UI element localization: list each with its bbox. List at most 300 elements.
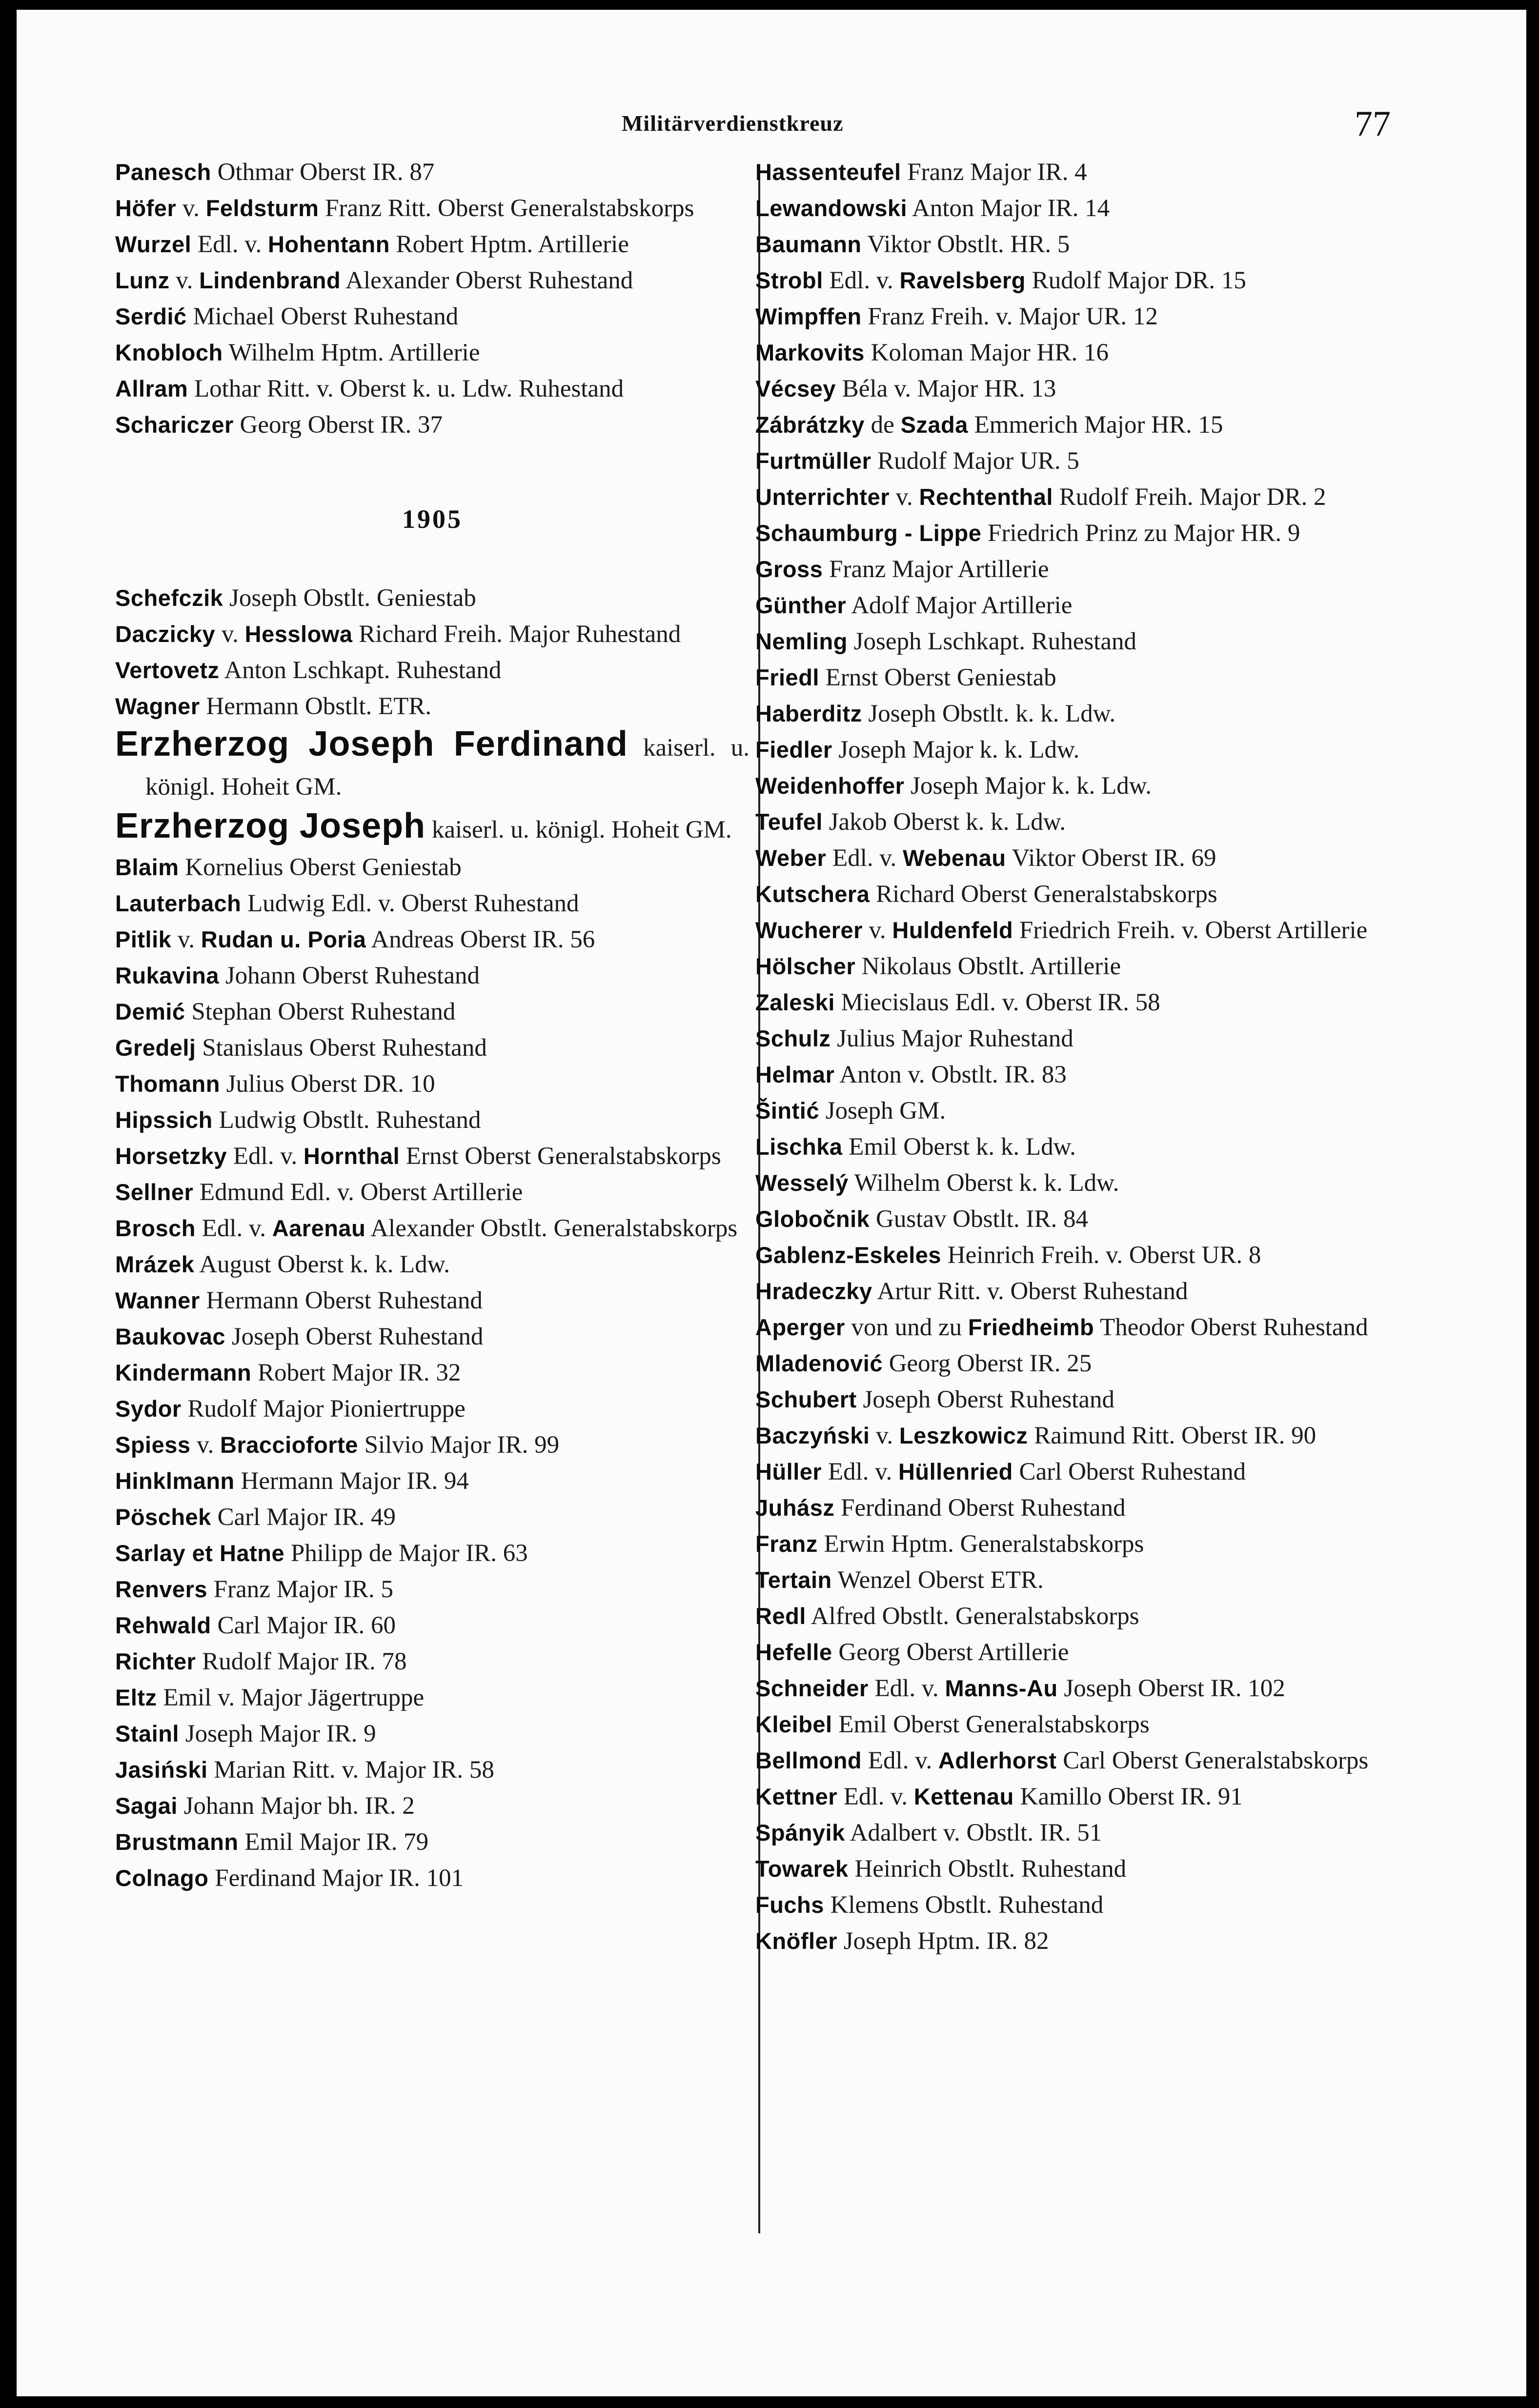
list-item xyxy=(115,994,749,1030)
entry-text: Edl. v. xyxy=(233,1143,304,1170)
entry-text: Miecislaus Edl. v. Oberst IR. 58 xyxy=(841,989,1160,1016)
list-item xyxy=(115,1319,749,1355)
entry-text: Edl. v. xyxy=(202,1215,272,1242)
list-item xyxy=(755,479,1395,515)
list-item xyxy=(755,407,1395,443)
list-item xyxy=(755,840,1395,876)
entry-surname: Redl xyxy=(755,1603,806,1629)
list-item xyxy=(755,948,1395,984)
list-item xyxy=(115,1427,749,1463)
entry-surname: Wucherer xyxy=(755,917,863,943)
entry-predicate: Braccioforte xyxy=(220,1432,358,1458)
entry-text: Wilhelm Oberst k. k. Ldw. xyxy=(854,1169,1119,1197)
list-item xyxy=(115,1066,749,1102)
list-item xyxy=(115,922,749,958)
entry-predicate: Rechtenthal xyxy=(919,484,1053,510)
list-item xyxy=(115,1030,749,1066)
list-item xyxy=(755,660,1395,696)
list-item xyxy=(115,1463,749,1499)
list-item xyxy=(755,1851,1395,1887)
entry-text: Anton v. Obstlt. IR. 83 xyxy=(839,1061,1067,1088)
list-item xyxy=(115,688,749,724)
entry-text: Franz Freih. v. Major UR. 12 xyxy=(868,303,1158,330)
entry-text: Lothar Ritt. v. Oberst k. u. Ldw. Ruhestand xyxy=(194,375,624,402)
entry-surname: Wurzel xyxy=(115,231,192,257)
entry-text: Rudolf Major DR. 15 xyxy=(1032,267,1246,294)
entry-text: Othmar Oberst IR. 87 xyxy=(217,159,435,186)
entry-text: Rudolf Freih. Major DR. 2 xyxy=(1059,483,1326,511)
entry-text: Joseph Hptm. IR. 82 xyxy=(843,1927,1049,1955)
entry-text: Emmerich Major HR. 15 xyxy=(974,411,1223,439)
entry-surname: Wanner xyxy=(115,1287,200,1313)
entry-text: Hermann Oberst Ruhestand xyxy=(206,1287,483,1314)
list-item xyxy=(755,335,1395,371)
entry-predicate: Lindenbrand xyxy=(199,267,341,293)
entry-text: Ernst Oberst Geniestab xyxy=(825,664,1056,691)
list-item xyxy=(755,623,1395,660)
entry-text: Gustav Obstlt. IR. 84 xyxy=(876,1205,1088,1233)
entry-text: v. xyxy=(895,483,919,511)
entry-surname: Haberditz xyxy=(755,701,862,726)
entry-text: Viktor Obstlt. HR. 5 xyxy=(867,231,1070,258)
list-item xyxy=(115,226,749,262)
right-column xyxy=(755,154,1395,1959)
entry-surname: Schubert xyxy=(755,1386,857,1412)
entry-surname: Eltz xyxy=(115,1685,157,1710)
list-item xyxy=(755,1634,1395,1670)
entry-predicate: Hesslowa xyxy=(244,621,353,647)
list-item xyxy=(115,407,749,443)
list-item xyxy=(755,696,1395,732)
entry-text: v. xyxy=(221,621,245,648)
entry-text: Ferdinand Oberst Ruhestand xyxy=(841,1494,1126,1522)
entry-text: Franz Major IR. 4 xyxy=(907,159,1087,186)
entry-surname: Kindermann xyxy=(115,1360,252,1385)
list-item xyxy=(115,1355,749,1391)
entry-text: Viktor Oberst IR. 69 xyxy=(1012,844,1216,872)
entry-surname: Spányik xyxy=(755,1820,845,1846)
page-header-title: Militärverdienstkreuz xyxy=(622,111,844,136)
list-item xyxy=(755,1526,1395,1562)
entry-surname: Weidenhoffer xyxy=(755,773,905,799)
page-number: 77 xyxy=(1355,104,1391,144)
entry-list-before xyxy=(115,154,749,443)
entry-surname: Nemling xyxy=(755,628,848,654)
entry-text: Koloman Major HR. 16 xyxy=(871,339,1109,366)
entry-text: Rudolf Major IR. 78 xyxy=(202,1648,407,1675)
entry-surname: Sellner xyxy=(115,1179,194,1205)
list-item xyxy=(755,1165,1395,1201)
entry-text: de xyxy=(871,411,901,439)
entry-surname: Schaumburg - Lippe xyxy=(755,520,982,546)
entry-list-right xyxy=(755,154,1395,1959)
list-item xyxy=(115,1680,749,1716)
entry-text: Anton Lschkapt. Ruhestand xyxy=(224,657,502,684)
entry-text: Richard Freih. Major Ruhestand xyxy=(359,621,681,648)
entry-surname: Lischka xyxy=(755,1134,843,1160)
entry-text: v. xyxy=(178,926,201,953)
entry-text: Alexander Obstlt. Generalstabskorps xyxy=(370,1215,738,1242)
list-item xyxy=(755,732,1395,768)
list-item xyxy=(755,1743,1395,1779)
entry-text: Philipp de Major IR. 63 xyxy=(290,1540,528,1567)
entry-text: Joseph Oberst Ruhestand xyxy=(231,1323,484,1350)
entry-surname: Kettner xyxy=(755,1784,838,1809)
list-item xyxy=(755,1021,1395,1057)
list-item xyxy=(115,849,749,885)
entry-predicate: Feldsturm xyxy=(205,195,319,221)
entry-text: Carl Oberst Generalstabskorps xyxy=(1063,1747,1369,1774)
entry-surname: Hassenteufel xyxy=(755,159,901,185)
entry-surname: Hölscher xyxy=(755,953,856,979)
entry-text: Edl. v. xyxy=(829,267,900,294)
list-item xyxy=(115,1752,749,1788)
list-item xyxy=(115,1535,749,1571)
entry-surname: Fuchs xyxy=(755,1892,824,1918)
entry-surname: Rehwald xyxy=(115,1612,211,1638)
list-item xyxy=(115,724,749,806)
list-item xyxy=(755,1309,1395,1345)
entry-text: Edl. v. xyxy=(874,1675,945,1702)
entry-text: Georg Oberst Artillerie xyxy=(838,1639,1069,1666)
entry-text: August Oberst k. k. Ldw. xyxy=(199,1251,450,1278)
entry-text: Erwin Hptm. Generalstabskorps xyxy=(824,1530,1144,1558)
list-item xyxy=(755,1129,1395,1165)
entry-predicate: Adlerhorst xyxy=(938,1747,1057,1773)
entry-surname: Markovits xyxy=(755,340,865,365)
entry-text: Emil Oberst k. k. Ldw. xyxy=(849,1133,1076,1161)
entry-text: Franz Major IR. 5 xyxy=(213,1576,394,1603)
entry-surname: Günther xyxy=(755,592,847,618)
entry-surname: Demić xyxy=(115,999,185,1024)
entry-surname: Fiedler xyxy=(755,737,832,763)
entry-text: Rudolf Major Pioniertruppe xyxy=(187,1395,466,1423)
entry-surname: Höfer xyxy=(115,195,177,221)
list-item xyxy=(115,1788,749,1824)
entry-text: Joseph Major IR. 9 xyxy=(185,1720,376,1747)
entry-surname: Weber xyxy=(755,845,827,871)
list-item xyxy=(755,876,1395,912)
entry-text: Ferdinand Major IR. 101 xyxy=(215,1865,464,1892)
entry-text: Richard Oberst Generalstabskorps xyxy=(876,881,1217,908)
entry-text: Adolf Major Artillerie xyxy=(851,592,1073,619)
list-item xyxy=(755,1057,1395,1093)
entry-surname: Kutschera xyxy=(755,881,870,907)
entry-surname: Furtmüller xyxy=(755,448,871,474)
entry-text: Wenzel Oberst ETR. xyxy=(837,1566,1044,1594)
list-item xyxy=(755,190,1395,226)
list-item xyxy=(755,371,1395,407)
list-item xyxy=(755,768,1395,804)
entry-text: v. xyxy=(182,195,206,222)
entry-surname: Wimpffen xyxy=(755,303,862,329)
list-item xyxy=(115,580,749,616)
entry-text: Anton Major IR. 14 xyxy=(912,195,1110,222)
list-item xyxy=(755,1418,1395,1454)
entry-text: Hermann Obstlt. ETR. xyxy=(206,693,432,720)
entry-surname: Vertovetz xyxy=(115,657,220,683)
entry-text: Carl Oberst Ruhestand xyxy=(1019,1458,1246,1485)
list-item xyxy=(115,958,749,994)
entry-text: Joseph Oberst IR. 102 xyxy=(1064,1675,1285,1702)
entry-surname: Aperger xyxy=(755,1314,845,1340)
list-item xyxy=(115,1102,749,1138)
entry-text: Artur Ritt. v. Oberst Ruhestand xyxy=(877,1278,1188,1305)
entry-surname: Unterrichter xyxy=(755,484,890,510)
list-item xyxy=(755,262,1395,299)
entry-surname: Erzherzog Joseph Ferdinand xyxy=(115,724,628,763)
year-heading: 1905 xyxy=(402,504,463,534)
list-item xyxy=(755,1815,1395,1851)
entry-predicate: Kettenau xyxy=(913,1784,1014,1809)
entry-predicate: Ravelsberg xyxy=(899,267,1026,293)
entry-surname: Schariczer xyxy=(115,412,234,438)
entry-surname: Šintić xyxy=(755,1098,819,1124)
list-item xyxy=(115,299,749,335)
list-item xyxy=(755,1562,1395,1598)
entry-surname: Mrázek xyxy=(115,1251,195,1277)
entry-text: Andreas Oberst IR. 56 xyxy=(371,926,595,953)
entry-surname: Schulz xyxy=(755,1025,831,1051)
entry-text: v. xyxy=(876,1422,899,1449)
entry-surname: Rukavina xyxy=(115,963,219,988)
list-item xyxy=(755,1670,1395,1706)
entry-surname: Stainl xyxy=(115,1721,179,1746)
entry-text: Julius Major Ruhestand xyxy=(837,1025,1073,1052)
entry-text: Ludwig Edl. v. Oberst Ruhestand xyxy=(247,890,579,917)
list-item xyxy=(755,1490,1395,1526)
entry-text: Adalbert v. Obstlt. IR. 51 xyxy=(850,1819,1102,1846)
entry-surname: Blaim xyxy=(115,854,179,880)
entry-text: Silvio Major IR. 99 xyxy=(364,1431,560,1459)
list-item xyxy=(755,1779,1395,1815)
list-item xyxy=(755,1598,1395,1634)
entry-text: kaiserl. u. königl. Hoheit GM. xyxy=(145,734,749,801)
entry-surname: Jasiński xyxy=(115,1757,208,1783)
entry-predicate: Szada xyxy=(900,412,968,438)
entry-surname: Schneider xyxy=(755,1675,869,1701)
entry-text: Alfred Obstlt. Generalstabskorps xyxy=(810,1603,1139,1630)
entry-text: Friedrich Prinz zu Major HR. 9 xyxy=(988,520,1300,547)
entry-predicate: Leszkowicz xyxy=(899,1423,1028,1448)
entry-surname: Juhász xyxy=(755,1495,835,1521)
list-item xyxy=(755,226,1395,262)
entry-text: Stephan Oberst Ruhestand xyxy=(191,998,456,1025)
list-item xyxy=(115,806,749,849)
entry-surname: Lunz xyxy=(115,267,170,293)
list-item xyxy=(755,551,1395,587)
list-item xyxy=(115,1391,749,1427)
entry-text: Emil Oberst Generalstabskorps xyxy=(838,1711,1150,1738)
entry-surname: Hinklmann xyxy=(115,1468,235,1494)
entry-text: Joseph Lschkapt. Ruhestand xyxy=(853,628,1136,655)
entry-text: Béla v. Major HR. 13 xyxy=(842,375,1056,402)
entry-text: Johann Major bh. IR. 2 xyxy=(183,1792,415,1820)
entry-surname: Sagai xyxy=(115,1793,178,1819)
list-item xyxy=(115,1644,749,1680)
entry-text: Edmund Edl. v. Oberst Artillerie xyxy=(200,1179,523,1206)
list-item xyxy=(755,1454,1395,1490)
entry-text: Nikolaus Obstlt. Artillerie xyxy=(861,953,1121,980)
entry-text: v. xyxy=(197,1431,220,1459)
list-item xyxy=(115,190,749,226)
entry-surname: Brustmann xyxy=(115,1829,239,1855)
entry-predicate: Hornthal xyxy=(303,1143,400,1169)
entry-surname: Helmar xyxy=(755,1062,835,1087)
list-item xyxy=(115,1246,749,1283)
entry-predicate: Aarenau xyxy=(272,1215,366,1241)
entry-text: Edl. v. xyxy=(828,1458,898,1485)
entry-surname: Zaleski xyxy=(755,989,835,1015)
entry-text: Emil Major IR. 79 xyxy=(244,1828,429,1856)
list-item xyxy=(115,1824,749,1860)
list-item xyxy=(115,616,749,652)
entry-text: Joseph Major k. k. Ldw. xyxy=(838,736,1080,763)
entry-text: Franz Major Artillerie xyxy=(829,556,1049,583)
entry-surname: Tertain xyxy=(755,1567,832,1593)
entry-text: Rudolf Major UR. 5 xyxy=(877,447,1079,475)
entry-surname: Hradeczky xyxy=(755,1278,872,1304)
entry-text: Marian Ritt. v. Major IR. 58 xyxy=(214,1756,494,1784)
entry-predicate: Hohentann xyxy=(267,231,390,257)
entry-surname: Schefczik xyxy=(115,585,223,611)
entry-list-after xyxy=(115,580,749,1896)
list-item xyxy=(755,1887,1395,1923)
entry-surname: Gross xyxy=(755,556,823,582)
entry-surname: Wesselý xyxy=(755,1170,849,1196)
left-column xyxy=(115,154,749,1896)
entry-surname: Baumann xyxy=(755,231,862,257)
entry-surname: Baukovac xyxy=(115,1324,226,1349)
entry-text: Carl Major IR. 49 xyxy=(217,1504,396,1531)
list-item xyxy=(755,154,1395,190)
list-item xyxy=(755,1923,1395,1959)
entry-surname: Hipssich xyxy=(115,1107,213,1133)
list-item xyxy=(115,1499,749,1535)
entry-text: Joseph Obstlt. k. k. Ldw. xyxy=(868,700,1116,727)
list-item xyxy=(755,1273,1395,1309)
entry-text: Georg Oberst IR. 25 xyxy=(889,1350,1092,1377)
entry-text: Carl Major IR. 60 xyxy=(217,1612,396,1639)
entry-surname: Gredelj xyxy=(115,1035,196,1061)
entry-predicate: Manns-Au xyxy=(945,1675,1058,1701)
entry-surname: Colnago xyxy=(115,1865,209,1891)
entry-text: Theodor Oberst Ruhestand xyxy=(1100,1314,1368,1341)
entry-text: Ludwig Obstlt. Ruhestand xyxy=(219,1106,481,1134)
entry-text: Robert Hptm. Artillerie xyxy=(396,231,629,258)
entry-surname: Zábrátzky xyxy=(755,412,865,438)
entry-text: Joseph Major k. k. Ldw. xyxy=(911,772,1152,800)
list-item xyxy=(755,804,1395,840)
entry-text: Friedrich Freih. v. Oberst Artillerie xyxy=(1019,917,1368,944)
entry-text: Joseph GM. xyxy=(825,1097,946,1124)
entry-surname: Hefelle xyxy=(755,1639,832,1665)
entry-text: Heinrich Obstlt. Ruhestand xyxy=(854,1855,1127,1883)
entry-text: Ernst Oberst Generalstabskorps xyxy=(405,1143,721,1170)
entry-surname: Knobloch xyxy=(115,340,223,365)
list-item xyxy=(115,154,749,190)
list-item xyxy=(115,1571,749,1607)
entry-surname: Lewandowski xyxy=(755,195,908,221)
entry-surname: Panesch xyxy=(115,159,211,185)
entry-surname: Lauterbach xyxy=(115,890,242,916)
entry-text: Edl. v. xyxy=(832,844,903,872)
list-item xyxy=(755,1237,1395,1273)
entry-text: Wilhelm Hptm. Artillerie xyxy=(228,339,480,366)
entry-surname: Pöschek xyxy=(115,1504,211,1530)
entry-surname: Serdić xyxy=(115,303,187,329)
list-item xyxy=(755,1345,1395,1382)
list-item xyxy=(115,1607,749,1644)
list-item xyxy=(115,371,749,407)
entry-predicate: Hüllenried xyxy=(898,1459,1013,1485)
entry-surname: Allram xyxy=(115,376,188,401)
list-item xyxy=(755,1093,1395,1129)
entry-surname: Kleibel xyxy=(755,1711,832,1737)
list-item xyxy=(755,443,1395,479)
entry-text: von und zu xyxy=(851,1314,968,1341)
entry-text: Stanislaus Oberst Ruhestand xyxy=(202,1034,487,1062)
entry-text: Julius Oberst DR. 10 xyxy=(226,1070,435,1098)
list-item xyxy=(115,1860,749,1896)
list-item xyxy=(115,1210,749,1246)
entry-surname: Horsetzky xyxy=(115,1143,227,1169)
entry-surname: Spiess xyxy=(115,1432,191,1458)
list-item xyxy=(115,1716,749,1752)
entry-surname: Renvers xyxy=(115,1576,207,1602)
list-item xyxy=(755,912,1395,948)
entry-text: Joseph Oberst Ruhestand xyxy=(863,1386,1115,1413)
entry-surname: Erzherzog Joseph xyxy=(115,806,426,845)
list-item xyxy=(115,1174,749,1210)
list-item xyxy=(755,984,1395,1021)
entry-surname: Baczyński xyxy=(755,1423,870,1448)
entry-surname: Daczicky xyxy=(115,621,216,647)
entry-surname: Franz xyxy=(755,1531,818,1557)
list-item xyxy=(115,1283,749,1319)
list-item xyxy=(755,299,1395,335)
entry-surname: Thomann xyxy=(115,1071,220,1097)
entry-text: kaiserl. u. königl. Hoheit GM. xyxy=(431,816,732,843)
entry-surname: Sarlay et Hatne xyxy=(115,1540,285,1566)
entry-text: v. xyxy=(869,917,892,944)
entry-predicate: Webenau xyxy=(903,845,1006,871)
list-item xyxy=(115,885,749,922)
list-item xyxy=(115,1138,749,1174)
entry-text: Johann Oberst Ruhestand xyxy=(225,962,480,989)
entry-text: Heinrich Freih. v. Oberst UR. 8 xyxy=(947,1242,1261,1269)
entry-surname: Brosch xyxy=(115,1215,196,1241)
entry-text: Kornelius Oberst Geniestab xyxy=(185,854,462,881)
entry-text: Klemens Obstlt. Ruhestand xyxy=(830,1891,1104,1919)
entry-surname: Towarek xyxy=(755,1856,849,1882)
entry-surname: Wagner xyxy=(115,693,200,719)
entry-text: Raimund Ritt. Oberst IR. 90 xyxy=(1034,1422,1316,1449)
entry-surname: Bellmond xyxy=(755,1747,862,1773)
entry-text: Edl. v. xyxy=(868,1747,938,1774)
entry-text: Jakob Oberst k. k. Ldw. xyxy=(829,808,1066,836)
list-item xyxy=(115,262,749,299)
entry-text: Emil v. Major Jägertruppe xyxy=(163,1684,425,1711)
list-item xyxy=(115,652,749,688)
entry-text: Robert Major IR. 32 xyxy=(257,1359,461,1386)
list-item xyxy=(755,1382,1395,1418)
list-item xyxy=(755,515,1395,551)
entry-predicate: Rudan u. Poria xyxy=(201,926,366,952)
entry-text: Alexander Oberst Ruhestand xyxy=(345,267,633,294)
entry-surname: Hüller xyxy=(755,1459,822,1485)
entry-surname: Pitlik xyxy=(115,926,172,952)
